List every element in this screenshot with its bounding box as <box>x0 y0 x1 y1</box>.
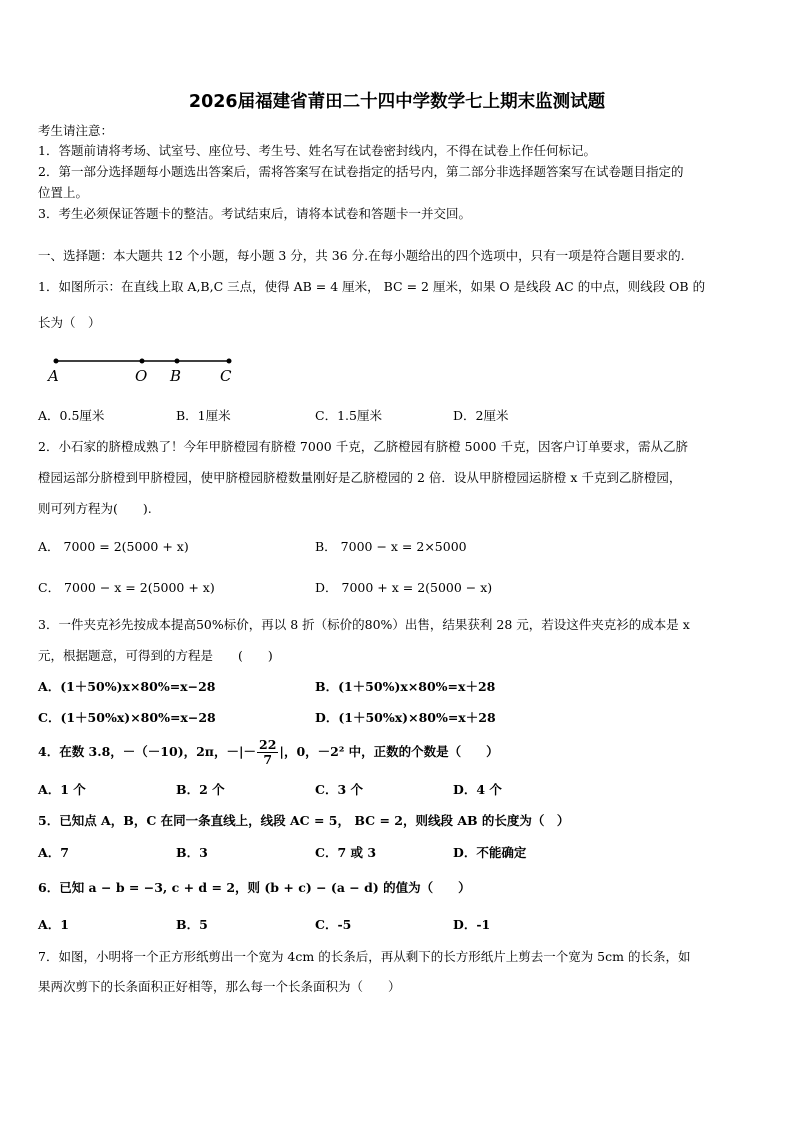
segment-figure <box>44 352 244 384</box>
notice-heading: 考生请注意： <box>38 123 114 138</box>
option-a: A．7 <box>38 845 69 860</box>
option-b: B． 7000 − x = 2×5000 <box>315 539 467 554</box>
option-b: B．5 <box>176 917 208 932</box>
point-label-o: O <box>135 367 148 384</box>
question-4-after: |，0，－2² 中，正数的个数是（ ） <box>279 744 499 759</box>
option-c: C．1.5厘米 <box>315 408 382 423</box>
option-d: D．2厘米 <box>453 408 509 423</box>
option-a: A．(1＋50%)x×80%=x−28 <box>38 679 216 694</box>
page-title: 2026届福建省莆田二十四中学数学七上期末监测试题 <box>188 92 606 112</box>
fraction-numerator: 22 <box>259 737 277 752</box>
fraction <box>257 738 278 767</box>
notice-item: 3．考生必须保证答题卡的整洁。考试结束后，请将本试卷和答题卡一并交回。 <box>38 206 471 221</box>
option-d: D． 7000 + x = 2(5000 − x) <box>315 580 493 595</box>
option-c: C．(1＋50%x)×80%=x−28 <box>38 710 216 725</box>
question-6-text: 6．已知 a − b = −3, c + d = 2，则 (b + c) − (a − d) 的值为（ ） <box>38 880 471 895</box>
question-7-text: 果两次剪下的长条面积正好相等，那么每一个长条面积为（ ） <box>38 979 401 994</box>
question-2-text: 则可列方程为( ). <box>38 501 152 516</box>
question-7-text: 7．如图，小明将一个正方形纸剪出一个宽为 4cm 的长条后，再从剩下的长方形纸片上剪去一个宽为 5cm 的长条，如 <box>38 949 691 964</box>
question-4-text <box>38 738 499 767</box>
option-b: B．3 <box>176 845 208 860</box>
question-4-before: 4．在数 3.8，－（－10)，2π，－|－ <box>38 744 256 759</box>
fraction-denominator: 7 <box>263 752 273 767</box>
question-5-text: 5．已知点 A，B，C 在同一条直线上，线段 AC = 5， BC = 2，则线段 AB 的长度为（ ） <box>38 813 570 828</box>
option-c: C．-5 <box>315 917 352 932</box>
option-d: D．4 个 <box>453 782 502 797</box>
question-1-text: 1．如图所示：在直线上取 A,B,C 三点，使得 AB = 4 厘米， BC = 2 厘米，如果 O 是线段 AC 的中点，则线段 OB 的 <box>38 279 706 294</box>
option-b: B．2 个 <box>176 782 225 797</box>
section-heading: 一、选择题：本大题共 12 个小题，每小题 3 分，共 36 分.在每小题给出的四个选项中，只有一项是符合题目要求的. <box>38 248 685 263</box>
question-3-text: 元，根据题意，可得到的方程是 ( ) <box>38 648 273 663</box>
notice-item: 位置上。 <box>38 185 89 200</box>
option-a: A．1 个 <box>38 782 86 797</box>
notice-item: 1．答题前请将考场、试室号、座位号、考生号、姓名写在试卷密封线内，不得在试卷上作任何标记。 <box>38 143 596 158</box>
option-a: A．0.5厘米 <box>38 408 105 423</box>
option-c: C．3 个 <box>315 782 363 797</box>
question-1-text: 长为（ ） <box>38 315 101 330</box>
question-2-text: 橙园运部分脐橙到甲脐橙园，使甲脐橙园脐橙数量刚好是乙脐橙园的 2 倍．设从甲脐橙园运脐橙 x 千克到乙脐橙园， <box>38 470 682 485</box>
question-2-text: 2．小石家的脐橙成熟了！今年甲脐橙园有脐橙 7000 千克，乙脐橙园有脐橙 5000 千克，因客户订单要求，需从乙脐 <box>38 439 688 454</box>
option-d: D．不能确定 <box>453 845 527 860</box>
option-a: A． 7000 = 2(5000 + x) <box>38 539 189 554</box>
option-c: C．7 或 3 <box>315 845 377 860</box>
option-b: B．(1＋50%)x×80%=x＋28 <box>315 679 496 694</box>
point-label-a: A <box>48 367 59 384</box>
notice-item: 2．第一部分选择题每小题选出答案后，需将答案写在试卷指定的括号内，第二部分非选择题答案写在试卷题目指定的 <box>38 164 684 179</box>
option-d: D．(1＋50%x)×80%=x＋28 <box>315 710 496 725</box>
option-d: D．-1 <box>453 917 491 932</box>
option-b: B．1厘米 <box>176 408 231 423</box>
question-3-text: 3．一件夹克衫先按成本提高50%标价，再以 8 折（标价的80%）出售，结果获利 28 元，若设这件夹克衫的成本是 x <box>38 617 690 632</box>
option-c: C． 7000 − x = 2(5000 + x) <box>38 580 215 595</box>
point-label-c: C <box>220 367 232 384</box>
point-label-b: B <box>170 367 182 384</box>
option-a: A．1 <box>38 917 69 932</box>
